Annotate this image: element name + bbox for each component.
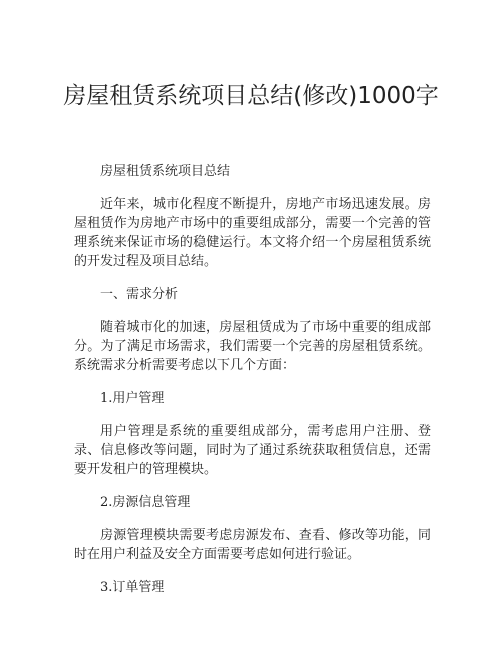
subheading-listing-management: 2.房源信息管理 bbox=[100, 495, 191, 510]
paragraph-listing-management: 房源管理模块需要考虑房源发布、查看、修改等功能，同时在用户利益及安全方面需要考虑如何进行验证。 bbox=[74, 528, 431, 562]
paragraph-requirements: 随着城市化的加速，房屋租赁成为了市场中重要的组成部分。为了满足市场需求，我们需要一个完善的房屋租赁系统。系统需求分析需要考虑以下几个方面： bbox=[74, 320, 431, 373]
section-heading-requirements: 一、需求分析 bbox=[100, 287, 179, 302]
paragraph-user-management: 用户管理是系统的重要组成部分，需考虑用户注册、登录、信息修改等问题，同时为了通过系统获取租赁信息，还需要开发租户的管理模块。 bbox=[74, 424, 431, 477]
document-body bbox=[74, 162, 431, 611]
paragraph-subtitle: 房屋租赁系统项目总结 bbox=[100, 164, 231, 179]
paragraph-intro: 近年来，城市化程度不断提升，房地产市场迅速发展。房屋租赁作为房地产市场中的重要组成部分，需要一个完善的管理系统来保证市场的稳健运行。本文将介绍一个房屋租赁系统的开发过程及项目总结。 bbox=[74, 197, 431, 269]
subheading-user-management: 1.用户管理 bbox=[100, 391, 165, 406]
document-title: 房屋租赁系统项目总结(修改)1000字 bbox=[63, 83, 439, 109]
subheading-order-management: 3.订单管理 bbox=[100, 580, 165, 595]
